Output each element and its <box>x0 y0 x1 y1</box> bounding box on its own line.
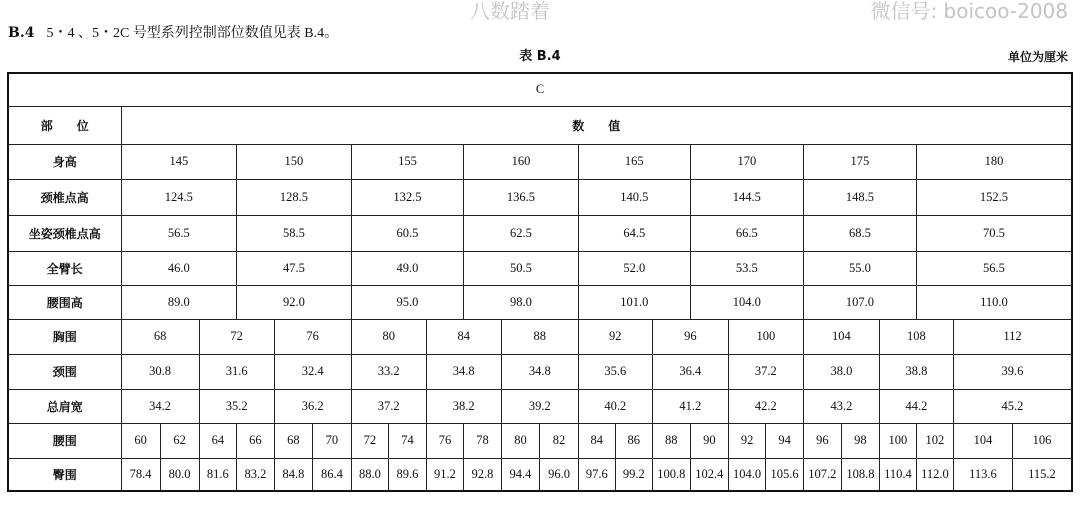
table-cell: 68.5 <box>803 215 916 251</box>
table-cell: 89.6 <box>389 458 427 491</box>
table-cell: 84 <box>426 319 501 354</box>
table-cell: 62.5 <box>464 215 579 251</box>
table-row <box>8 458 1072 491</box>
row-label: 坐姿颈椎点高 <box>8 215 121 251</box>
table-cell: 108.8 <box>841 458 879 491</box>
table-cell: 64 <box>199 423 237 458</box>
table-cell: 38.2 <box>426 389 501 423</box>
header-values: 数 值 <box>121 106 1072 144</box>
table-row <box>8 319 1072 354</box>
table-cell: 100.8 <box>652 458 690 491</box>
table-cell: 95.0 <box>351 285 464 319</box>
table-cell: 30.8 <box>121 354 199 389</box>
table-cell: 152.5 <box>916 179 1072 215</box>
table-cell: 92 <box>578 319 652 354</box>
unit-note: 单位为厘米 <box>1007 50 1068 64</box>
watermark-right: 微信号: boicoo-2008 <box>870 0 1068 23</box>
table-cell: 78 <box>464 423 502 458</box>
table-cell: 96 <box>803 423 841 458</box>
table-cell: 68 <box>121 319 199 354</box>
table-cell: 148.5 <box>803 179 916 215</box>
table-cell: 42.2 <box>728 389 803 423</box>
table-cell: 56.5 <box>916 251 1072 285</box>
table-cell: 53.5 <box>690 251 803 285</box>
table-cell: 104 <box>953 423 1012 458</box>
table-cell: 37.2 <box>728 354 803 389</box>
table-row <box>8 144 1072 179</box>
table-cell: 56.5 <box>121 215 237 251</box>
table-cell: 81.6 <box>199 458 237 491</box>
size-table <box>7 72 1073 492</box>
table-cell: 38.0 <box>803 354 879 389</box>
table-cell: 144.5 <box>690 179 803 215</box>
table-row <box>8 251 1072 285</box>
table-cell: 107.2 <box>803 458 841 491</box>
table-cell: 36.4 <box>652 354 728 389</box>
table-cell: 80 <box>501 423 540 458</box>
table-cell: 45.2 <box>953 389 1072 423</box>
table-cell: 105.6 <box>766 458 804 491</box>
table-cell: 41.2 <box>652 389 728 423</box>
table-cell: 62 <box>160 423 199 458</box>
table-cell: 46.0 <box>121 251 237 285</box>
watermark-left: 八数踏着 <box>470 0 550 23</box>
table-cell: 170 <box>690 144 803 179</box>
table-cell: 104.0 <box>690 285 803 319</box>
table-row <box>8 354 1072 389</box>
table-cell: 64.5 <box>578 215 690 251</box>
table-cell: 112.0 <box>916 458 953 491</box>
table-cell: 165 <box>578 144 690 179</box>
table-cell: 104 <box>803 319 879 354</box>
table-cell: 128.5 <box>237 179 352 215</box>
table-cell: 96.0 <box>540 458 579 491</box>
table-cell: 89.0 <box>121 285 237 319</box>
table-cell: 100 <box>728 319 803 354</box>
table-cell: 82 <box>540 423 579 458</box>
table-cell: 55.0 <box>803 251 916 285</box>
table-cell: 52.0 <box>578 251 690 285</box>
table-cell: 34.2 <box>121 389 199 423</box>
table-cell: 98 <box>841 423 879 458</box>
table-cell: 110.0 <box>916 285 1072 319</box>
table-cell: 34.8 <box>426 354 501 389</box>
table-row <box>8 215 1072 251</box>
table-cell: 72 <box>351 423 389 458</box>
table-cell: 70.5 <box>916 215 1072 251</box>
table-cell: 37.2 <box>351 389 426 423</box>
section-heading <box>8 24 338 43</box>
table-cell: 35.2 <box>199 389 274 423</box>
row-label: 身高 <box>8 144 121 179</box>
table-cell: 60.5 <box>351 215 464 251</box>
table-cell: 94.4 <box>501 458 540 491</box>
table-cell: 108 <box>879 319 953 354</box>
table-cell: 90 <box>690 423 728 458</box>
table-cell: 104.0 <box>728 458 766 491</box>
table-cell: 84.8 <box>274 458 313 491</box>
table-cell: 38.8 <box>879 354 953 389</box>
header-label: 部 位 <box>8 106 121 144</box>
table-cell: 84 <box>578 423 615 458</box>
table-cell: 175 <box>803 144 916 179</box>
table-cell: 150 <box>237 144 352 179</box>
table-cell: 70 <box>313 423 352 458</box>
table-cell: 110.4 <box>879 458 916 491</box>
table-cell: 88 <box>652 423 690 458</box>
table-cell: 92.8 <box>464 458 502 491</box>
table-cell: 80.0 <box>160 458 199 491</box>
table-cell: 76 <box>274 319 351 354</box>
table-cell: 160 <box>464 144 579 179</box>
table-cell: 140.5 <box>578 179 690 215</box>
table-cell: 31.6 <box>199 354 274 389</box>
table-row <box>8 389 1072 423</box>
table-cell: 145 <box>121 144 237 179</box>
table-cell: 97.6 <box>578 458 615 491</box>
table-cell: 86.4 <box>313 458 352 491</box>
table-row <box>8 423 1072 458</box>
row-label: 颈椎点高 <box>8 179 121 215</box>
table-cell: 76 <box>426 423 464 458</box>
row-label: 颈围 <box>8 354 121 389</box>
table-cell: 58.5 <box>237 215 352 251</box>
table-cell: 180 <box>916 144 1072 179</box>
table-cell: 86 <box>615 423 652 458</box>
table-cell: 36.2 <box>274 389 351 423</box>
row-label: 全臂长 <box>8 251 121 285</box>
table-cell: 92 <box>728 423 766 458</box>
header-row <box>8 106 1072 144</box>
table-cell: 96 <box>652 319 728 354</box>
table-cell: 68 <box>274 423 313 458</box>
table-title: C <box>8 73 1072 106</box>
section-text: 5・4 、5・2C 号型系列控制部位数值见表 B.4。 <box>46 26 339 41</box>
table-cell: 100 <box>879 423 916 458</box>
table-cell: 49.0 <box>351 251 464 285</box>
table-cell: 39.2 <box>501 389 578 423</box>
title-row <box>8 73 1072 106</box>
table-cell: 66.5 <box>690 215 803 251</box>
row-label: 腰围 <box>8 423 121 458</box>
table-cell: 60 <box>121 423 160 458</box>
table-cell: 44.2 <box>879 389 953 423</box>
table-cell: 88.0 <box>351 458 389 491</box>
table-cell: 106 <box>1012 423 1072 458</box>
table-cell: 92.0 <box>237 285 352 319</box>
table-cell: 132.5 <box>351 179 464 215</box>
table-row <box>8 179 1072 215</box>
table-cell: 34.8 <box>501 354 578 389</box>
table-cell: 32.4 <box>274 354 351 389</box>
table-cell: 91.2 <box>426 458 464 491</box>
table-row <box>8 285 1072 319</box>
table-cell: 74 <box>389 423 427 458</box>
table-caption: 表 B.4 <box>519 49 561 64</box>
table-cell: 39.6 <box>953 354 1072 389</box>
table-cell: 35.6 <box>578 354 652 389</box>
table-cell: 101.0 <box>578 285 690 319</box>
table-cell: 78.4 <box>121 458 160 491</box>
row-label: 臀围 <box>8 458 121 491</box>
table-cell: 33.2 <box>351 354 426 389</box>
table-cell: 102 <box>916 423 953 458</box>
table-cell: 66 <box>237 423 275 458</box>
table-cell: 83.2 <box>237 458 275 491</box>
table-cell: 94 <box>766 423 804 458</box>
table-cell: 88 <box>501 319 578 354</box>
table-cell: 47.5 <box>237 251 352 285</box>
table-cell: 40.2 <box>578 389 652 423</box>
table-cell: 99.2 <box>615 458 652 491</box>
row-label: 总肩宽 <box>8 389 121 423</box>
table-cell: 112 <box>953 319 1072 354</box>
section-number: B.4 <box>8 25 35 41</box>
table-cell: 43.2 <box>803 389 879 423</box>
table-cell: 107.0 <box>803 285 916 319</box>
table-cell: 113.6 <box>953 458 1012 491</box>
row-label: 胸围 <box>8 319 121 354</box>
table-cell: 155 <box>351 144 464 179</box>
table-cell: 115.2 <box>1012 458 1072 491</box>
table-cell: 50.5 <box>464 251 579 285</box>
table-cell: 136.5 <box>464 179 579 215</box>
table-cell: 124.5 <box>121 179 237 215</box>
table-cell: 80 <box>351 319 426 354</box>
table-cell: 102.4 <box>690 458 728 491</box>
table-cell: 98.0 <box>464 285 579 319</box>
row-label: 腰围高 <box>8 285 121 319</box>
table-cell: 72 <box>199 319 274 354</box>
